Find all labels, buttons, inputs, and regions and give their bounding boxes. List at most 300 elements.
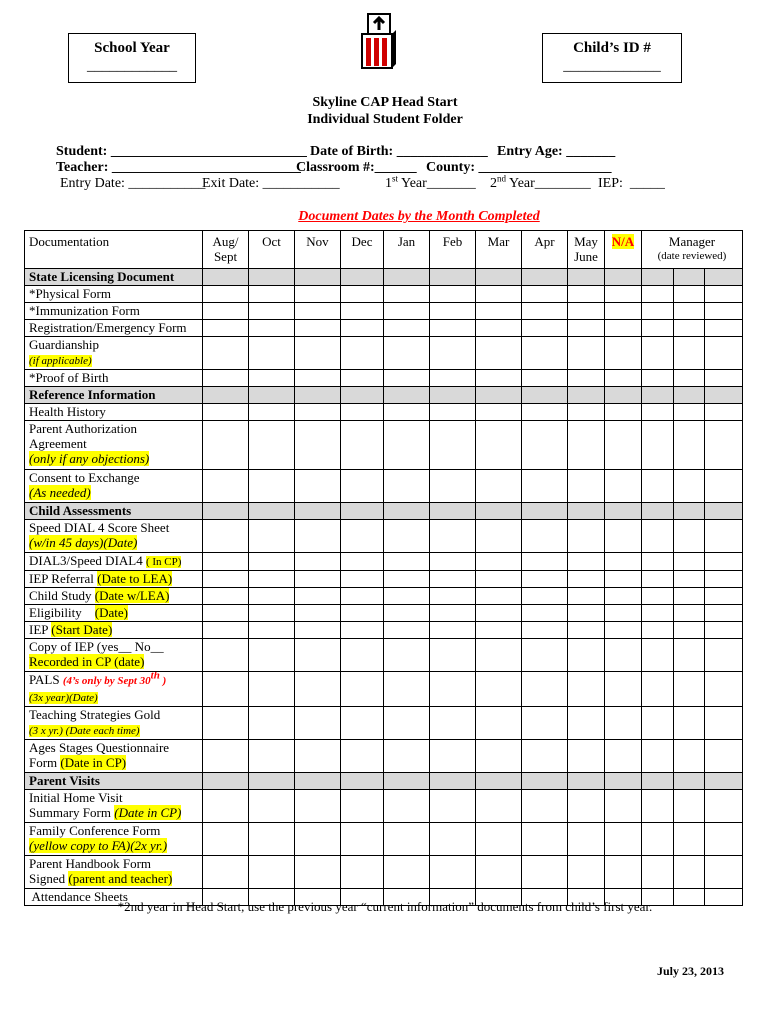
date-cell[interactable]: [249, 639, 295, 672]
date-cell[interactable]: [674, 823, 705, 856]
date-cell[interactable]: [249, 823, 295, 856]
date-cell[interactable]: [674, 404, 705, 421]
date-cell[interactable]: [522, 823, 568, 856]
date-cell[interactable]: [522, 404, 568, 421]
date-cell[interactable]: [522, 370, 568, 387]
date-cell[interactable]: [568, 503, 605, 520]
date-cell[interactable]: [430, 520, 476, 553]
date-cell[interactable]: [295, 269, 341, 286]
date-cell[interactable]: [705, 337, 743, 370]
date-cell[interactable]: [476, 707, 522, 740]
date-cell[interactable]: [384, 470, 430, 503]
date-cell[interactable]: [568, 320, 605, 337]
date-cell[interactable]: [605, 605, 642, 622]
date-cell[interactable]: [568, 286, 605, 303]
date-cell[interactable]: [642, 320, 674, 337]
date-cell[interactable]: [642, 639, 674, 672]
date-cell[interactable]: [705, 773, 743, 790]
date-cell[interactable]: [476, 740, 522, 773]
date-cell[interactable]: [384, 639, 430, 672]
entry-date-field[interactable]: Entry Date: ___________: [60, 176, 206, 191]
date-cell[interactable]: [522, 320, 568, 337]
date-cell[interactable]: [295, 370, 341, 387]
date-cell[interactable]: [605, 553, 642, 571]
date-cell[interactable]: [605, 790, 642, 823]
date-cell[interactable]: [384, 553, 430, 571]
date-cell[interactable]: [384, 571, 430, 588]
date-cell[interactable]: [568, 588, 605, 605]
date-cell[interactable]: [341, 470, 384, 503]
date-cell[interactable]: [568, 856, 605, 889]
date-cell[interactable]: [605, 707, 642, 740]
date-cell[interactable]: [705, 605, 743, 622]
date-cell[interactable]: [642, 823, 674, 856]
date-cell[interactable]: [295, 320, 341, 337]
date-cell[interactable]: [674, 387, 705, 404]
date-cell[interactable]: [430, 503, 476, 520]
date-cell[interactable]: [249, 337, 295, 370]
date-cell[interactable]: [430, 421, 476, 470]
date-cell[interactable]: [249, 503, 295, 520]
iep-field[interactable]: IEP: _____: [598, 176, 665, 191]
date-cell[interactable]: [522, 337, 568, 370]
date-cell[interactable]: [384, 421, 430, 470]
date-cell[interactable]: [705, 672, 743, 707]
date-cell[interactable]: [295, 421, 341, 470]
date-cell[interactable]: [249, 520, 295, 553]
date-cell[interactable]: [605, 571, 642, 588]
date-cell[interactable]: [605, 404, 642, 421]
date-cell[interactable]: [249, 421, 295, 470]
date-cell[interactable]: [605, 503, 642, 520]
exit-date-field[interactable]: Exit Date: ___________: [202, 176, 340, 191]
date-cell[interactable]: [568, 639, 605, 672]
date-cell[interactable]: [249, 856, 295, 889]
date-cell[interactable]: [568, 470, 605, 503]
date-cell[interactable]: [430, 790, 476, 823]
date-cell[interactable]: [295, 303, 341, 320]
date-cell[interactable]: [476, 823, 522, 856]
date-cell[interactable]: [568, 421, 605, 470]
date-cell[interactable]: [249, 571, 295, 588]
date-cell[interactable]: [568, 370, 605, 387]
date-cell[interactable]: [705, 622, 743, 639]
date-cell[interactable]: [642, 707, 674, 740]
date-cell[interactable]: [605, 286, 642, 303]
date-cell[interactable]: [568, 823, 605, 856]
date-cell[interactable]: [522, 520, 568, 553]
date-cell[interactable]: [341, 571, 384, 588]
date-cell[interactable]: [384, 740, 430, 773]
date-cell[interactable]: [295, 404, 341, 421]
date-cell[interactable]: [295, 672, 341, 707]
date-cell[interactable]: [476, 856, 522, 889]
date-cell[interactable]: [249, 269, 295, 286]
date-cell[interactable]: [642, 588, 674, 605]
date-cell[interactable]: [341, 387, 384, 404]
date-cell[interactable]: [249, 740, 295, 773]
date-cell[interactable]: [605, 823, 642, 856]
date-cell[interactable]: [522, 303, 568, 320]
date-cell[interactable]: [605, 320, 642, 337]
date-cell[interactable]: [430, 553, 476, 571]
date-cell[interactable]: [642, 421, 674, 470]
date-cell[interactable]: [522, 605, 568, 622]
date-cell[interactable]: [341, 707, 384, 740]
date-cell[interactable]: [341, 588, 384, 605]
date-cell[interactable]: [203, 740, 249, 773]
date-cell[interactable]: [203, 370, 249, 387]
date-cell[interactable]: [476, 269, 522, 286]
date-cell[interactable]: [705, 707, 743, 740]
date-cell[interactable]: [295, 588, 341, 605]
date-cell[interactable]: [384, 337, 430, 370]
date-cell[interactable]: [430, 269, 476, 286]
date-cell[interactable]: [203, 286, 249, 303]
date-cell[interactable]: [674, 605, 705, 622]
date-cell[interactable]: [705, 520, 743, 553]
date-cell[interactable]: [249, 303, 295, 320]
entry-age-field[interactable]: Entry Age: _______: [497, 144, 616, 159]
date-cell[interactable]: [605, 622, 642, 639]
date-cell[interactable]: [705, 421, 743, 470]
date-cell[interactable]: [568, 571, 605, 588]
date-cell[interactable]: [642, 269, 674, 286]
date-cell[interactable]: [203, 269, 249, 286]
date-cell[interactable]: [295, 470, 341, 503]
date-cell[interactable]: [430, 470, 476, 503]
date-cell[interactable]: [705, 370, 743, 387]
date-cell[interactable]: [476, 421, 522, 470]
date-cell[interactable]: [605, 740, 642, 773]
date-cell[interactable]: [249, 387, 295, 404]
date-cell[interactable]: [522, 622, 568, 639]
date-cell[interactable]: [568, 553, 605, 571]
date-cell[interactable]: [203, 856, 249, 889]
date-cell[interactable]: [430, 856, 476, 889]
date-cell[interactable]: [674, 856, 705, 889]
date-cell[interactable]: [384, 286, 430, 303]
date-cell[interactable]: [476, 470, 522, 503]
date-cell[interactable]: [674, 470, 705, 503]
date-cell[interactable]: [341, 269, 384, 286]
date-cell[interactable]: [295, 520, 341, 553]
date-cell[interactable]: [568, 707, 605, 740]
date-cell[interactable]: [476, 605, 522, 622]
date-cell[interactable]: [605, 387, 642, 404]
date-cell[interactable]: [341, 370, 384, 387]
date-cell[interactable]: [430, 740, 476, 773]
date-cell[interactable]: [203, 337, 249, 370]
date-cell[interactable]: [568, 605, 605, 622]
date-cell[interactable]: [430, 622, 476, 639]
date-cell[interactable]: [674, 286, 705, 303]
date-cell[interactable]: [203, 707, 249, 740]
second-year-field[interactable]: [490, 173, 591, 192]
date-cell[interactable]: [341, 773, 384, 790]
date-cell[interactable]: [705, 740, 743, 773]
date-cell[interactable]: [674, 707, 705, 740]
date-cell[interactable]: [605, 470, 642, 503]
date-cell[interactable]: [341, 672, 384, 707]
date-cell[interactable]: [642, 520, 674, 553]
date-cell[interactable]: [522, 773, 568, 790]
date-cell[interactable]: [384, 520, 430, 553]
date-cell[interactable]: [203, 823, 249, 856]
date-cell[interactable]: [705, 790, 743, 823]
date-cell[interactable]: [476, 337, 522, 370]
date-cell[interactable]: [476, 503, 522, 520]
date-cell[interactable]: [674, 588, 705, 605]
date-cell[interactable]: [430, 773, 476, 790]
date-cell[interactable]: [203, 320, 249, 337]
date-cell[interactable]: [295, 622, 341, 639]
date-cell[interactable]: [705, 553, 743, 571]
date-cell[interactable]: [295, 773, 341, 790]
date-cell[interactable]: [249, 370, 295, 387]
date-cell[interactable]: [476, 520, 522, 553]
date-cell[interactable]: [203, 605, 249, 622]
date-cell[interactable]: [384, 404, 430, 421]
date-cell[interactable]: [203, 303, 249, 320]
dob-field[interactable]: Date of Birth: _____________: [310, 144, 488, 159]
date-cell[interactable]: [674, 553, 705, 571]
date-cell[interactable]: [430, 337, 476, 370]
date-cell[interactable]: [705, 823, 743, 856]
date-cell[interactable]: [203, 639, 249, 672]
date-cell[interactable]: [295, 639, 341, 672]
date-cell[interactable]: [203, 553, 249, 571]
date-cell[interactable]: [568, 269, 605, 286]
date-cell[interactable]: [568, 303, 605, 320]
date-cell[interactable]: [430, 370, 476, 387]
date-cell[interactable]: [674, 503, 705, 520]
date-cell[interactable]: [705, 470, 743, 503]
date-cell[interactable]: [249, 707, 295, 740]
date-cell[interactable]: [476, 622, 522, 639]
date-cell[interactable]: [476, 370, 522, 387]
date-cell[interactable]: [642, 622, 674, 639]
date-cell[interactable]: [341, 503, 384, 520]
date-cell[interactable]: [568, 672, 605, 707]
date-cell[interactable]: [642, 672, 674, 707]
date-cell[interactable]: [605, 588, 642, 605]
date-cell[interactable]: [522, 553, 568, 571]
date-cell[interactable]: [605, 672, 642, 707]
date-cell[interactable]: [430, 320, 476, 337]
date-cell[interactable]: [384, 605, 430, 622]
date-cell[interactable]: [476, 588, 522, 605]
date-cell[interactable]: [384, 856, 430, 889]
date-cell[interactable]: [203, 622, 249, 639]
date-cell[interactable]: [674, 790, 705, 823]
date-cell[interactable]: [249, 286, 295, 303]
date-cell[interactable]: [605, 269, 642, 286]
date-cell[interactable]: [430, 286, 476, 303]
date-cell[interactable]: [674, 303, 705, 320]
date-cell[interactable]: [384, 790, 430, 823]
teacher-field[interactable]: Teacher: ___________________________: [56, 160, 301, 175]
date-cell[interactable]: [384, 823, 430, 856]
date-cell[interactable]: [605, 773, 642, 790]
date-cell[interactable]: [705, 286, 743, 303]
school-year-blank[interactable]: ____________: [87, 58, 177, 74]
date-cell[interactable]: [295, 856, 341, 889]
date-cell[interactable]: [568, 337, 605, 370]
date-cell[interactable]: [384, 269, 430, 286]
date-cell[interactable]: [568, 773, 605, 790]
date-cell[interactable]: [295, 571, 341, 588]
date-cell[interactable]: [249, 672, 295, 707]
date-cell[interactable]: [203, 790, 249, 823]
date-cell[interactable]: [249, 404, 295, 421]
date-cell[interactable]: [605, 421, 642, 470]
date-cell[interactable]: [605, 856, 642, 889]
date-cell[interactable]: [568, 622, 605, 639]
county-field[interactable]: County: ___________________: [426, 160, 612, 175]
date-cell[interactable]: [568, 520, 605, 553]
date-cell[interactable]: [674, 520, 705, 553]
date-cell[interactable]: [705, 387, 743, 404]
date-cell[interactable]: [203, 421, 249, 470]
date-cell[interactable]: [705, 404, 743, 421]
date-cell[interactable]: [674, 740, 705, 773]
date-cell[interactable]: [705, 269, 743, 286]
date-cell[interactable]: [522, 503, 568, 520]
date-cell[interactable]: [341, 790, 384, 823]
date-cell[interactable]: [642, 571, 674, 588]
date-cell[interactable]: [295, 286, 341, 303]
date-cell[interactable]: [522, 856, 568, 889]
date-cell[interactable]: [674, 320, 705, 337]
date-cell[interactable]: [384, 588, 430, 605]
date-cell[interactable]: [341, 605, 384, 622]
date-cell[interactable]: [341, 337, 384, 370]
date-cell[interactable]: [341, 639, 384, 672]
date-cell[interactable]: [705, 639, 743, 672]
date-cell[interactable]: [341, 856, 384, 889]
date-cell[interactable]: [249, 553, 295, 571]
date-cell[interactable]: [705, 503, 743, 520]
date-cell[interactable]: [384, 387, 430, 404]
date-cell[interactable]: [568, 387, 605, 404]
date-cell[interactable]: [642, 370, 674, 387]
date-cell[interactable]: [295, 605, 341, 622]
date-cell[interactable]: [476, 553, 522, 571]
date-cell[interactable]: [674, 773, 705, 790]
date-cell[interactable]: [203, 520, 249, 553]
date-cell[interactable]: [476, 639, 522, 672]
date-cell[interactable]: [249, 320, 295, 337]
student-field[interactable]: Student: ____________________________: [56, 144, 307, 159]
date-cell[interactable]: [341, 421, 384, 470]
date-cell[interactable]: [384, 773, 430, 790]
date-cell[interactable]: [341, 553, 384, 571]
date-cell[interactable]: [522, 639, 568, 672]
date-cell[interactable]: [430, 823, 476, 856]
date-cell[interactable]: [476, 790, 522, 823]
date-cell[interactable]: [522, 470, 568, 503]
date-cell[interactable]: [642, 337, 674, 370]
date-cell[interactable]: [295, 503, 341, 520]
date-cell[interactable]: [341, 320, 384, 337]
date-cell[interactable]: [203, 672, 249, 707]
date-cell[interactable]: [522, 269, 568, 286]
date-cell[interactable]: [642, 404, 674, 421]
date-cell[interactable]: [476, 387, 522, 404]
date-cell[interactable]: [642, 503, 674, 520]
child-id-blank[interactable]: _____________: [563, 58, 661, 74]
date-cell[interactable]: [249, 470, 295, 503]
date-cell[interactable]: [674, 672, 705, 707]
date-cell[interactable]: [295, 823, 341, 856]
date-cell[interactable]: [384, 303, 430, 320]
date-cell[interactable]: [476, 672, 522, 707]
date-cell[interactable]: [295, 553, 341, 571]
date-cell[interactable]: [341, 520, 384, 553]
date-cell[interactable]: [203, 571, 249, 588]
date-cell[interactable]: [642, 856, 674, 889]
date-cell[interactable]: [476, 286, 522, 303]
date-cell[interactable]: [295, 387, 341, 404]
date-cell[interactable]: [430, 639, 476, 672]
date-cell[interactable]: [522, 790, 568, 823]
date-cell[interactable]: [476, 303, 522, 320]
date-cell[interactable]: [605, 337, 642, 370]
date-cell[interactable]: [605, 370, 642, 387]
date-cell[interactable]: [384, 672, 430, 707]
date-cell[interactable]: [642, 387, 674, 404]
date-cell[interactable]: [674, 622, 705, 639]
date-cell[interactable]: [476, 571, 522, 588]
date-cell[interactable]: [522, 286, 568, 303]
date-cell[interactable]: [568, 740, 605, 773]
date-cell[interactable]: [203, 404, 249, 421]
date-cell[interactable]: [341, 286, 384, 303]
date-cell[interactable]: [522, 672, 568, 707]
date-cell[interactable]: [249, 622, 295, 639]
date-cell[interactable]: [605, 520, 642, 553]
date-cell[interactable]: [249, 605, 295, 622]
date-cell[interactable]: [430, 707, 476, 740]
date-cell[interactable]: [295, 707, 341, 740]
date-cell[interactable]: [522, 421, 568, 470]
date-cell[interactable]: [384, 707, 430, 740]
date-cell[interactable]: [705, 303, 743, 320]
date-cell[interactable]: [476, 404, 522, 421]
date-cell[interactable]: [674, 370, 705, 387]
date-cell[interactable]: [522, 571, 568, 588]
date-cell[interactable]: [341, 404, 384, 421]
date-cell[interactable]: [522, 707, 568, 740]
date-cell[interactable]: [605, 303, 642, 320]
date-cell[interactable]: [522, 588, 568, 605]
date-cell[interactable]: [522, 387, 568, 404]
date-cell[interactable]: [295, 337, 341, 370]
date-cell[interactable]: [384, 503, 430, 520]
date-cell[interactable]: [249, 773, 295, 790]
date-cell[interactable]: [674, 421, 705, 470]
date-cell[interactable]: [705, 571, 743, 588]
date-cell[interactable]: [642, 773, 674, 790]
date-cell[interactable]: [203, 387, 249, 404]
date-cell[interactable]: [674, 269, 705, 286]
date-cell[interactable]: [249, 588, 295, 605]
date-cell[interactable]: [203, 470, 249, 503]
date-cell[interactable]: [430, 588, 476, 605]
date-cell[interactable]: [430, 387, 476, 404]
date-cell[interactable]: [642, 553, 674, 571]
